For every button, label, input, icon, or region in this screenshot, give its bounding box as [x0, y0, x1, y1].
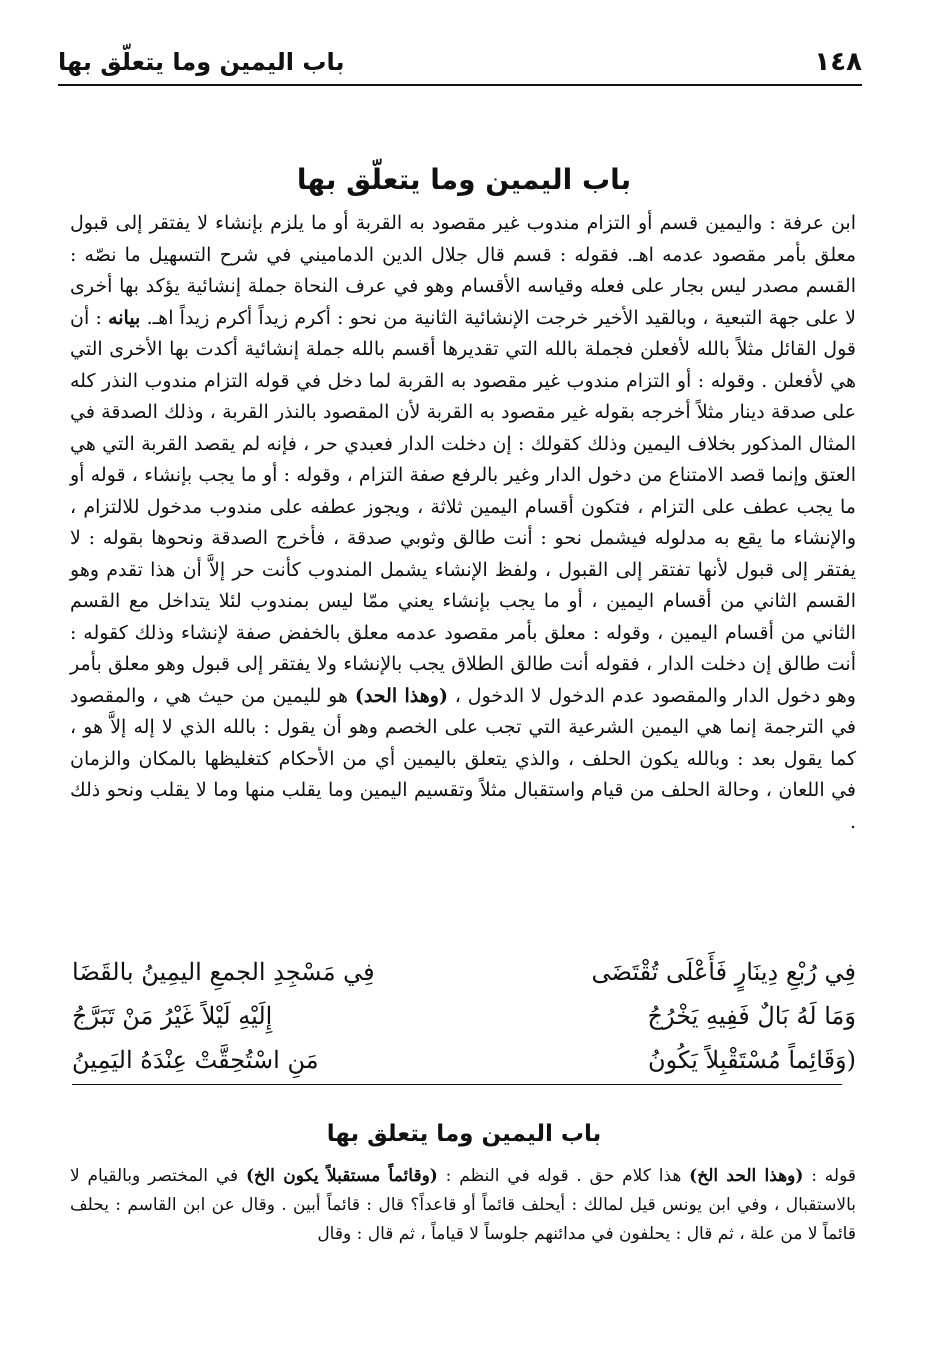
verse-first-hemistich: وَمَا لَهُ بَالٌ فَفِيهِ يَخْرُجُ [647, 1002, 856, 1030]
bold-term: بيانه [108, 306, 141, 329]
text-segment: هذا كلام حق . قوله في النظم : [437, 1166, 690, 1186]
bold-term: (وهذا الحد الخ) [689, 1166, 804, 1186]
verse-line [72, 994, 856, 1038]
text-segment: قوله : [803, 1166, 856, 1186]
verse-line [72, 950, 856, 994]
main-paragraph [70, 208, 856, 838]
section-divider [72, 1084, 842, 1085]
bold-term: (وقائماً مستقبلاً يكون الخ) [245, 1166, 438, 1186]
text-segment: في المختصر وبالقيام لا بالاستقبال ، وفي ابن يونس قيل لمالك : أيحلف قائماً أو قاعداً؟ قال : قائماً أبين . وقال عن ابن القاسم : يحلف قائماً لا من علة ، ثم قال : يحلفون في مدائنهم جلوساً لا قياماً ، ثم قال : وقال [70, 1166, 856, 1244]
chapter-title: باب اليمين وما يتعلّق بها [296, 163, 632, 196]
verse-first-hemistich: فِي رُبْعِ دِينَارٍ فَأَعْلَى تُقْتَضَى [591, 958, 856, 986]
running-header [58, 40, 862, 86]
page-number: ١٤٨ [814, 47, 862, 77]
verse-line [72, 1038, 856, 1082]
running-title: باب اليمين وما يتعلّق بها [58, 48, 345, 76]
text-segment: : أن قول القائل مثلاً بالله لأفعلن فجملة بالله التي تقديرها أقسم بالله جملة إنشائية أكدت بها الأخرى التي هي لأفعلن . وقوله : أو التزام مندوب غير مقصود به القربة لما دخل في قوله التزام مندوب النذر كله على صدقة دينار مثلاً أخرجه بقوله غير مقصود به القربة لأن المقصود بالنذر القربة ، وذلك الصدقة في المثال المذكور بخلاف اليمين وذلك كقولك : إن دخلت الدار فعبدي حر ، فإنه لم يقصد القربة التي هي العتق وإنما قصد الامتناع من دخول الدار وغير بالرفع صفة التزام ، وقوله : أو ما يجب بإنشاء ، قوله أو ما يجب عطف على التزام ، فتكون أقسام اليمين ثلاثة ، ويجوز عطفه على مندوب مدخول للالتزام ، والإنشاء ما يقع به مدلوله فيشمل نحو : أنت طالق وثوبي صدقة ، فأخرج الصدقة ونحوها بقوله : لا يفتقر إلى قبول لأنها تفتقر إلى القبول ، ولفظ الإنشاء يشمل المندوب كأنت حر إلاَّ أن هذا تقدم وهو القسم الثاني من أقسام اليمين ، أو ما يجب بإنشاء يعني ممّا ليس بمندوب لئلا يتداخل مع القسم الثاني من أقسام اليمين ، وقوله : معلق بأمر مقصود عدمه معلق بالخفض صفة لإنشاء وذلك كقوله : أنت طالق إن دخلت الدار ، فقوله أنت طالق الطلاق يجب بالإنشاء ولا يفتقر إلى قبول وهو معلق بأمر وهو دخول الدار والمقصود عدم الدخول لا الدخول ، [70, 306, 856, 707]
text-segment: ابن عرفة : واليمين قسم أو التزام مندوب غير مقصود به القربة أو ما يلزم بإنشاء لا يفتقر إلى قبول معلق بأمر مقصود عدمه اهـ. فقوله : قسم قال جلال الدين الدماميني في شرح التسهيل ما نصّه : القسم مصدر ليس بجار على فعله وقياسه الأقسام وهو في عرف النحاة جملة إنشائية يؤكد بها أخرى لا على جهة التبعية ، وبالقيد الأخير خرجت الإنشائية الثانية من نحو : أكرم زيداً أكرم زيداً اهـ. [70, 212, 856, 329]
verse-second-hemistich: مَنِ اسْتُحِقَّتْ عِنْدَهُ اليَمِينُ [72, 1046, 319, 1074]
commentary-paragraph [70, 1162, 856, 1249]
verse-second-hemistich: فِي مَسْجِدِ الجمعِ اليمِينُ بالقَضَا [72, 958, 375, 986]
verse-second-hemistich: إِلَيْهِ لَيْلاً غَيْرُ مَنْ تَبَرَّجُ [72, 1002, 273, 1030]
verse-first-hemistich: (وَقَائِماً مُسْتَقْبِلاً يَكُونُ [647, 1046, 856, 1074]
poem-verses [72, 950, 856, 1082]
commentary-title: باب اليمين وما يتعلق بها [326, 1121, 602, 1147]
bold-term: (وهذا الحد) [354, 684, 448, 707]
text-segment: هو لليمين من حيث هي ، والمقصود في الترجمة إنما هي اليمين الشرعية التي تجب على الخصم وهو أن يقول : بالله الذي لا إله إلاَّ هو ، كما يقول بعد : وبالله يكون الحلف ، والذي يتعلق باليمين أي من الأحكام كتغليظها بالمكان والزمان في اللعان ، وحالة الحلف من قيام واستقبال مثلاً وتقسيم اليمين وما يقلب منها وما لا يقلب ونحو ذلك . [70, 684, 856, 833]
